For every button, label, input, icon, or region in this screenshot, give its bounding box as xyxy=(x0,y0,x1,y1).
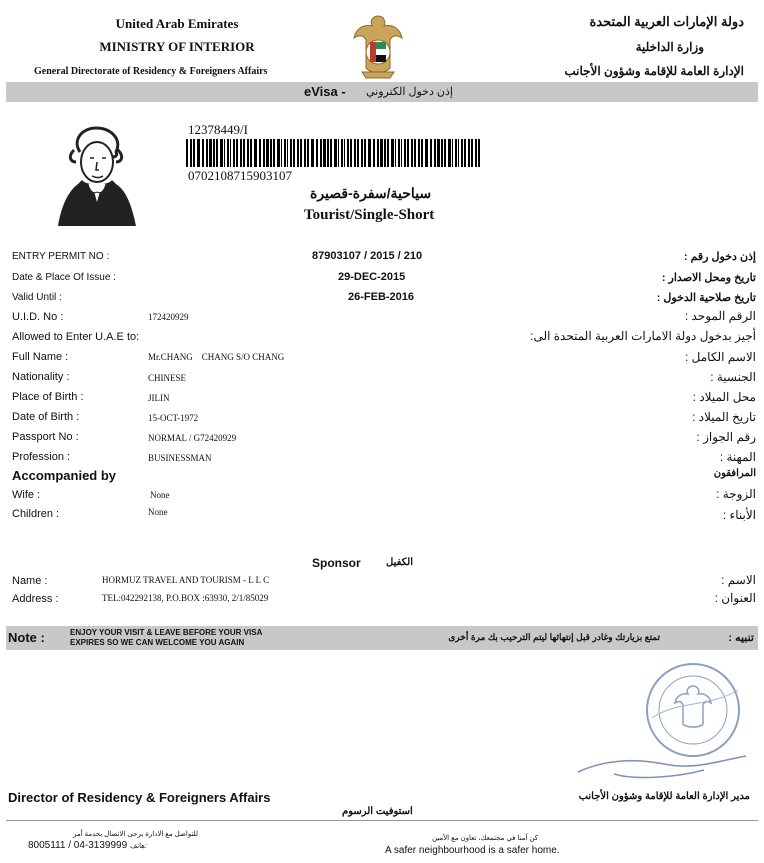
wife-label: Wife : xyxy=(12,489,41,501)
nationality-label-ar: الجنسية : xyxy=(710,370,756,384)
accompanied-heading: Accompanied by xyxy=(12,468,117,483)
permit-code: 12378449/I xyxy=(188,122,248,137)
portrait-engraving-icon xyxy=(52,122,142,227)
valid-label-ar: تاريخ صلاحية الدخول : xyxy=(656,292,756,304)
note-text-ar: تمتع بزيارتك وغادر قبل إنتهائها ليتم الترحيب بك مرة أخرى xyxy=(448,632,660,642)
birth-place-value: JILIN xyxy=(148,393,170,403)
footer-slogan-ar: كن آمنا في مجتمعك، تعاون مع الأمين xyxy=(432,835,538,842)
sponsor-address-label-ar: العنوان : xyxy=(714,591,756,605)
profession-label-ar: المهنة : xyxy=(719,450,756,464)
country-name-en: United Arab Emirates xyxy=(115,16,239,31)
note-label-ar: تنبيه : xyxy=(728,632,754,644)
official-seal-stamp-icon xyxy=(638,660,748,760)
wife-value: None xyxy=(150,490,170,500)
stamp-fee-ar: استوفيت الرسوم xyxy=(342,806,413,817)
sponsor-heading: Sponsor xyxy=(312,556,361,570)
full-name-label-ar: الاسم الكامل : xyxy=(684,350,756,364)
directorate-name-ar: الإدارة العامة للإقامة وشؤون الأجانب xyxy=(564,64,744,78)
entry-permit-value: 87903107 / 2015 / 210 xyxy=(312,250,423,262)
issue-value: 29-DEC-2015 xyxy=(338,271,406,283)
note-band xyxy=(6,626,758,650)
barcode-number: 0702108715903107 xyxy=(188,168,292,183)
entry-permit-label: ENTRY PERMIT NO : xyxy=(12,251,110,262)
title-band xyxy=(6,82,758,102)
ministry-name-ar: وزارة الداخلية xyxy=(635,40,704,54)
uid-value: 172420929 xyxy=(148,312,189,322)
full-name-label: Full Name : xyxy=(12,351,69,363)
wife-label-ar: الزوجة : xyxy=(716,487,756,501)
children-label-ar: الأبناء : xyxy=(722,508,756,522)
nationality-value: CHINESE xyxy=(148,373,186,383)
footer-slogan-en: A safer neighbourhood is a safer home. xyxy=(385,845,560,856)
sponsor-heading-ar: الكفيل xyxy=(386,557,413,568)
sponsor-name-label-ar: الاسم : xyxy=(721,573,756,587)
issue-label-ar: تاريخ ومحل الاصدار : xyxy=(661,272,756,284)
issue-label: Date & Place Of Issue : xyxy=(12,272,116,283)
visa-type-en: Tourist/Single-Short xyxy=(304,207,435,223)
passport-value: NORMAL / G72420929 xyxy=(148,433,237,443)
profession-value: BUSINESSMAN xyxy=(148,453,212,463)
birth-place-label-ar: محل الميلاد : xyxy=(692,390,756,404)
director-title-ar: مدير الإدارة العامة للإقامة وشؤون الأجانب xyxy=(578,791,750,802)
sponsor-address-label: Address : xyxy=(12,593,59,605)
sponsor-address-value: TEL:042292138, P.O.BOX :63930, 2/1/85029 xyxy=(102,593,269,603)
accompanied-heading-ar: المرافقون xyxy=(713,468,756,479)
evisa-title-ar: إذن دخول الكتروني xyxy=(366,86,453,98)
full-name-value: Mr.CHANG CHANG S/O CHANG xyxy=(148,352,285,362)
uid-label: U.I.D. No : xyxy=(12,311,64,323)
birth-date-label-ar: تاريخ الميلاد : xyxy=(692,410,756,424)
directorate-name-en: General Directorate of Residency & Foreigners Affairs xyxy=(34,66,268,77)
sponsor-name-label: Name : xyxy=(12,575,48,587)
note-label: Note : xyxy=(8,630,45,645)
note-text-line2: EXPIRES SO WE CAN WELCOME YOU AGAIN xyxy=(70,638,245,647)
footer-contact-ar: للتواصل مع الادارة يرجى الاتصال بخدمة أمر xyxy=(73,831,198,838)
allowed-label: Allowed to Enter U.A.E to: xyxy=(12,331,140,343)
ministry-name-en: MINISTRY OF INTERIOR xyxy=(99,39,255,54)
note-text-line1: ENJOY YOUR VISIT & LEAVE BEFORE YOUR VISA xyxy=(70,628,263,637)
footer-divider xyxy=(6,820,758,821)
footer-phone-line xyxy=(28,840,147,851)
passport-label: Passport No : xyxy=(12,431,79,443)
valid-label: Valid Until : xyxy=(12,292,62,303)
country-name-ar: دولة الإمارات العربية المتحدة xyxy=(589,14,744,29)
visa-type-ar: سياحية/سفرة-قصيرة xyxy=(310,185,432,201)
passport-label-ar: رقم الجواز : xyxy=(696,430,756,444)
director-title-en: Director of Residency & Foreigners Affairs xyxy=(8,790,271,805)
entry-permit-label-ar: إذن دخول رقم : xyxy=(683,251,756,263)
valid-value: 26-FEB-2016 xyxy=(348,291,415,303)
footer-phone-label-ar: هاتف: xyxy=(129,843,147,850)
footer-phone: 8005111 / 04-3139999 xyxy=(28,840,128,851)
profession-label: Profession : xyxy=(12,451,71,463)
uid-label-ar: الرقم الموحد : xyxy=(684,309,756,323)
allowed-label-ar: أجيز بدخول دولة الامارات العربية المتحدة الى: xyxy=(530,329,756,343)
children-label: Children : xyxy=(12,508,60,520)
birth-date-value: 15-OCT-1972 xyxy=(148,413,199,423)
children-value: None xyxy=(148,507,168,517)
nationality-label: Nationality : xyxy=(12,371,70,383)
birth-date-label: Date of Birth : xyxy=(12,411,80,423)
sponsor-name-value: HORMUZ TRAVEL AND TOURISM - L L C xyxy=(102,575,270,585)
handwritten-signature-icon xyxy=(574,750,750,784)
birth-place-label: Place of Birth : xyxy=(12,391,84,403)
uae-falcon-emblem-icon xyxy=(350,12,406,82)
evisa-title: eVisa - xyxy=(304,84,346,99)
